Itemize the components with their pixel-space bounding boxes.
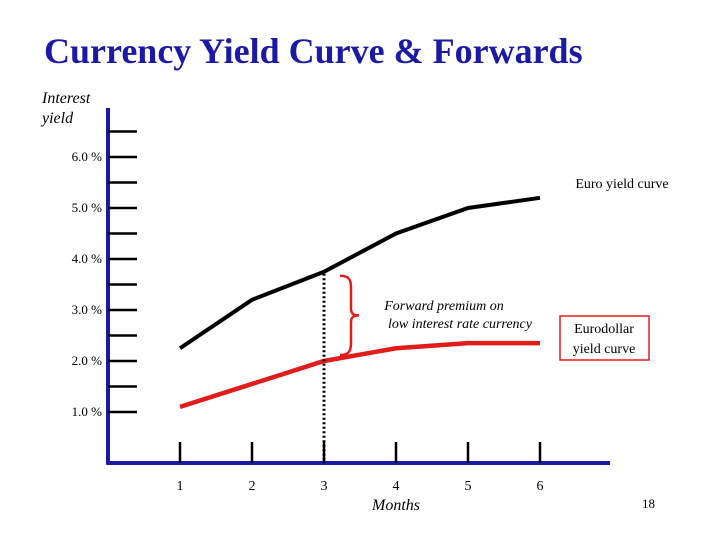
premium-brace (340, 276, 359, 355)
x-axis-label: Months (372, 497, 420, 514)
slide-title: Currency Yield Curve & Forwards (44, 31, 583, 71)
y-tick-label: 4.0 % (71, 251, 102, 266)
y-tick-label: 2.0 % (71, 353, 102, 368)
y-axis-label-line2: yield (42, 110, 74, 127)
premium-label-line1: Forward premium on (384, 299, 504, 314)
x-tick-label: 1 (176, 479, 184, 494)
x-ticks (177, 442, 544, 514)
eurodollar-label-line1: Eurodollar (574, 322, 634, 337)
y-tick-label: 5.0 % (71, 200, 102, 215)
y-ticks (72, 132, 137, 420)
x-tick-label: 6 (536, 479, 544, 494)
y-tick-label: 3.0 % (71, 302, 102, 317)
slide-number: 18 (642, 496, 655, 511)
premium-label-line2: low interest rate currency (388, 317, 532, 332)
y-axis-label-line1: Interest (42, 90, 91, 107)
axes (107, 108, 611, 465)
x-tick-label: 3 (320, 479, 328, 494)
x-tick-label: 2 (248, 479, 256, 494)
x-tick-label: 5 (464, 479, 472, 494)
y-tick-label: 6.0 % (71, 149, 102, 164)
euro-curve-label: Euro yield curve (575, 177, 669, 192)
y-tick-label: 1.0 % (71, 404, 102, 419)
annotations (324, 177, 669, 463)
eurodollar-label-line2: yield curve (572, 342, 636, 357)
series-line-eurodollar (180, 343, 540, 407)
x-tick-label: 4 (392, 479, 400, 494)
